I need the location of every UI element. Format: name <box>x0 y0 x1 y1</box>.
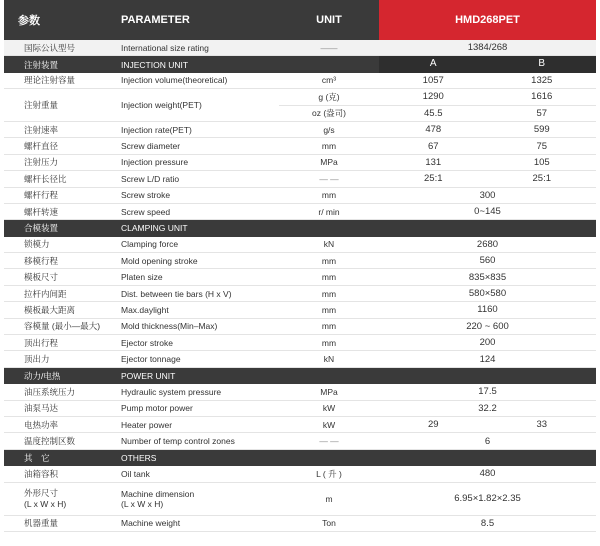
unit: m <box>325 493 333 504</box>
section-power <box>4 368 596 384</box>
table-row <box>4 335 596 351</box>
value-b: 105 <box>533 156 550 168</box>
table-row <box>4 253 596 269</box>
spec-sheet <box>4 0 596 532</box>
screw-options <box>379 56 596 72</box>
label-en: Machine weight <box>121 518 181 529</box>
label-cn: 螺杆长径比 <box>24 173 67 184</box>
unit: kW <box>322 403 336 414</box>
label-en: Mold opening stroke <box>121 255 198 266</box>
label-en: Oil tank <box>121 468 150 479</box>
unit: kN <box>323 239 335 250</box>
value-b: 33 <box>536 419 548 431</box>
value-b: 1325 <box>531 74 553 86</box>
label-cn: 注射速率 <box>24 124 59 135</box>
value-a: 478 <box>425 124 442 136</box>
table-row-weight <box>4 89 596 122</box>
label-cn: 顶出行程 <box>24 337 59 348</box>
label-en: Pump motor power <box>121 403 193 414</box>
value: 1160 <box>477 304 498 316</box>
table-row <box>4 73 596 89</box>
section-cn: 动力/电热 <box>24 371 61 381</box>
label-cn: 容模量 (最小—最大) <box>24 321 101 332</box>
value: 835×835 <box>468 271 507 283</box>
unit: mm <box>321 272 337 283</box>
value: 124 <box>479 353 496 365</box>
header-parameter: PARAMETER <box>107 0 279 40</box>
value-a: 67 <box>427 140 439 152</box>
unit: mm <box>321 337 337 348</box>
table-row <box>4 122 596 138</box>
label-en: Injection rate(PET) <box>121 124 192 135</box>
value-a: 1057 <box>422 74 444 86</box>
label-cn: 螺杆直径 <box>24 141 59 152</box>
table-header <box>4 0 596 40</box>
table-row <box>4 433 596 449</box>
unit: —— <box>320 42 338 53</box>
label-cn: 注射重量 <box>4 89 107 122</box>
row-size-rating <box>4 40 596 56</box>
unit: cm³ <box>321 75 337 86</box>
value-b: 1616 <box>531 91 553 103</box>
section-injection <box>4 56 596 72</box>
value: 300 <box>479 189 496 201</box>
section-en: CLAMPING UNIT <box>121 223 188 234</box>
unit: mm <box>321 288 337 299</box>
label-cn: 模板最大距离 <box>24 304 76 315</box>
label-cn: 模板尺寸 <box>24 272 59 283</box>
label-cn: 油压系统压力 <box>24 386 76 397</box>
value-a: 29 <box>427 419 439 431</box>
value: 200 <box>479 337 496 349</box>
label-cn: 注射压力 <box>24 157 59 168</box>
value: 220 ~ 600 <box>466 320 509 332</box>
value: 1384/268 <box>467 42 508 54</box>
value: 2680 <box>476 238 499 250</box>
table-row <box>4 269 596 285</box>
table-row <box>4 384 596 400</box>
table-row <box>4 188 596 204</box>
unit: mm <box>321 304 337 315</box>
section-cn: 合模装置 <box>24 223 59 234</box>
label-cn: 理论注射容量 <box>24 75 76 86</box>
unit-grams: g (克) <box>279 89 379 105</box>
header-unit: UNIT <box>279 0 379 40</box>
label-cn: 顶出力 <box>24 354 50 365</box>
unit: mm <box>321 321 337 332</box>
value-a: 131 <box>425 156 442 168</box>
table-row <box>4 319 596 335</box>
table-row <box>4 155 596 171</box>
label-en: Screw speed <box>121 206 171 217</box>
value: 8.5 <box>480 517 495 529</box>
unit: Ton <box>322 518 336 529</box>
label-en: International size rating <box>121 42 209 53</box>
section-en: INJECTION UNIT <box>121 59 189 70</box>
unit-ounces: oz (盎司) <box>279 106 379 122</box>
label-en: Number of temp control zones <box>121 436 235 447</box>
label-cn-sub: (L x W x H) <box>24 498 67 509</box>
label-cn: 螺杆转速 <box>24 206 59 217</box>
unit: mm <box>321 255 337 266</box>
table-row <box>4 302 596 318</box>
table-row <box>4 204 596 220</box>
value: 6.95×1.82×2.35 <box>454 493 521 505</box>
value-a: 1290 <box>422 91 444 103</box>
value: 560 <box>479 255 496 267</box>
label-cn: 外形尺寸 <box>24 487 59 498</box>
table-row <box>4 286 596 302</box>
value: 0~145 <box>474 206 501 218</box>
value: 480 <box>479 468 496 480</box>
label-en: Dist. between tie bars (H x V) <box>121 288 232 299</box>
table-row <box>4 401 596 417</box>
table-row <box>4 417 596 433</box>
screw-b-label: B <box>538 58 546 70</box>
unit: — — <box>319 173 339 184</box>
screw-a-label: A <box>429 58 437 70</box>
unit: MPa <box>320 386 338 397</box>
label-en: Max.daylight <box>121 304 169 315</box>
header-model: HMD268PET <box>379 0 596 40</box>
section-others <box>4 450 596 466</box>
label-en: Injection pressure <box>121 157 189 168</box>
value: 6 <box>484 435 491 447</box>
value: 580×580 <box>468 288 507 300</box>
label-cn: 锁模力 <box>24 239 50 250</box>
value-b: 75 <box>536 140 548 152</box>
label-en: Ejector tonnage <box>121 354 181 365</box>
table-row <box>4 171 596 187</box>
unit: r/ min <box>318 206 340 217</box>
label-cn: 螺杆行程 <box>24 190 59 201</box>
value-b: 57 <box>536 107 548 119</box>
section-en: OTHERS <box>121 452 157 463</box>
unit: — — <box>319 436 339 447</box>
label-en-sub: (L x W x H) <box>121 498 164 509</box>
label-en: Machine dimension <box>121 488 195 499</box>
header-cn: 参数 <box>4 0 107 40</box>
label-en: Heater power <box>121 419 173 430</box>
value: 17.5 <box>478 386 497 398</box>
label-cn: 油箱容积 <box>24 468 59 479</box>
label-en: Screw L/D ratio <box>121 173 180 184</box>
unit: mm <box>321 190 337 201</box>
label-en: Clamping force <box>121 239 179 250</box>
section-cn: 注射装置 <box>24 59 59 70</box>
label-en: Mold thickness(Min–Max) <box>121 321 218 332</box>
table-row <box>4 483 596 516</box>
label-cn: 拉杆内间距 <box>24 288 67 299</box>
label-en: Injection volume(theoretical) <box>121 75 228 86</box>
section-cn: 其 它 <box>24 452 50 463</box>
value: 32.2 <box>478 402 497 414</box>
unit: kW <box>322 419 336 430</box>
unit: MPa <box>320 157 338 168</box>
label-en: Injection weight(PET) <box>107 89 279 122</box>
label-cn: 移模行程 <box>24 255 59 266</box>
label-cn: 机器重量 <box>24 518 59 529</box>
label-en: Screw diameter <box>121 141 181 152</box>
label-cn: 温度控制区数 <box>24 436 76 447</box>
section-clamping <box>4 220 596 236</box>
table-row <box>4 237 596 253</box>
table-row <box>4 516 596 532</box>
label-cn: 电热功率 <box>24 419 59 430</box>
unit: L ( 升 ) <box>316 468 342 479</box>
label-en: Screw stroke <box>121 190 171 201</box>
section-en: POWER UNIT <box>121 371 176 381</box>
value-a: 25:1 <box>424 173 443 185</box>
value-a: 45.5 <box>424 107 443 119</box>
table-row <box>4 351 596 367</box>
label-cn: 油泵马达 <box>24 403 59 414</box>
unit: g/s <box>323 124 335 135</box>
table-row <box>4 138 596 154</box>
label-cn: 国际公认型号 <box>24 42 76 53</box>
label-en: Ejector stroke <box>121 337 173 348</box>
label-en: Hydraulic system pressure <box>121 386 222 397</box>
value-b: 599 <box>533 124 550 136</box>
value-b: 25:1 <box>532 173 551 185</box>
unit: mm <box>321 141 337 152</box>
label-en: Platen size <box>121 272 163 283</box>
table-row <box>4 466 596 482</box>
unit: kN <box>323 354 335 365</box>
